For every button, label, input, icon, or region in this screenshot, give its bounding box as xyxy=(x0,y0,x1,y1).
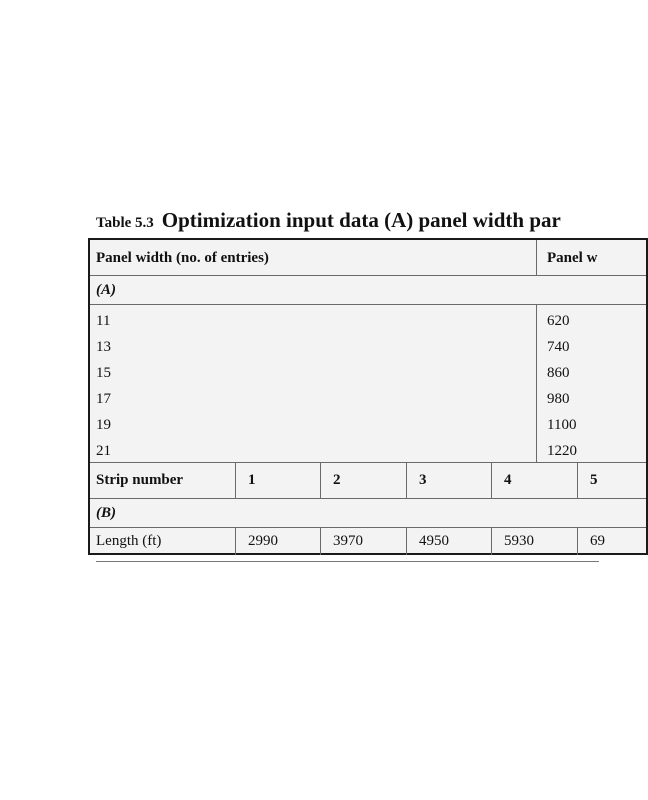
strip-number-cell: 5 xyxy=(577,462,646,498)
table-caption-label: Table 5.3 xyxy=(96,215,154,231)
width-cell: 980 xyxy=(547,391,570,407)
strip-number-cell: 1 xyxy=(235,462,320,498)
section-a-label: (A) xyxy=(96,282,116,298)
section-a-row xyxy=(90,276,646,305)
table-row xyxy=(90,386,646,412)
section-a-data xyxy=(90,305,646,463)
strip-number-cell: 4 xyxy=(491,462,577,498)
width-cell: 860 xyxy=(547,365,570,381)
section-b-label: (B) xyxy=(96,505,116,521)
width-cell: 620 xyxy=(547,313,570,329)
table-row xyxy=(90,308,646,334)
table-bottom-rule xyxy=(96,561,599,562)
length-cell: 4950 xyxy=(406,528,491,555)
length-row xyxy=(90,528,646,555)
header-panel-width: Panel w xyxy=(536,240,646,275)
length-cell: 3970 xyxy=(320,528,406,555)
strip-number-cell: 2 xyxy=(320,462,406,498)
length-cell: 2990 xyxy=(235,528,320,555)
length-cell: 69 xyxy=(577,528,646,555)
entries-cell: 19 xyxy=(96,417,111,433)
entries-cell: 21 xyxy=(96,443,111,459)
table-caption xyxy=(96,208,561,233)
strip-number-label: Strip number xyxy=(96,472,184,488)
width-cell: 1100 xyxy=(547,417,577,433)
entries-cell: 17 xyxy=(96,391,111,407)
table-caption-title: Optimization input data (A) panel width par xyxy=(161,208,561,232)
strip-number-row xyxy=(90,462,646,499)
length-cell: 5930 xyxy=(491,528,577,555)
table-row xyxy=(90,412,646,438)
optimization-input-table xyxy=(88,238,648,555)
table-header-row xyxy=(90,240,646,276)
section-b-row xyxy=(90,499,646,528)
table-row xyxy=(90,438,646,464)
table-viewport xyxy=(88,238,605,558)
entries-cell: 11 xyxy=(96,313,111,329)
header-panel-width-entries: Panel width (no. of entries) xyxy=(96,250,269,266)
table-row xyxy=(90,334,646,360)
width-cell: 740 xyxy=(547,339,570,355)
entries-cell: 15 xyxy=(96,365,111,381)
entries-cell: 13 xyxy=(96,339,111,355)
strip-number-cell: 3 xyxy=(406,462,491,498)
table-row xyxy=(90,360,646,386)
length-label: Length (ft) xyxy=(96,533,162,549)
width-cell: 1220 xyxy=(547,443,577,459)
